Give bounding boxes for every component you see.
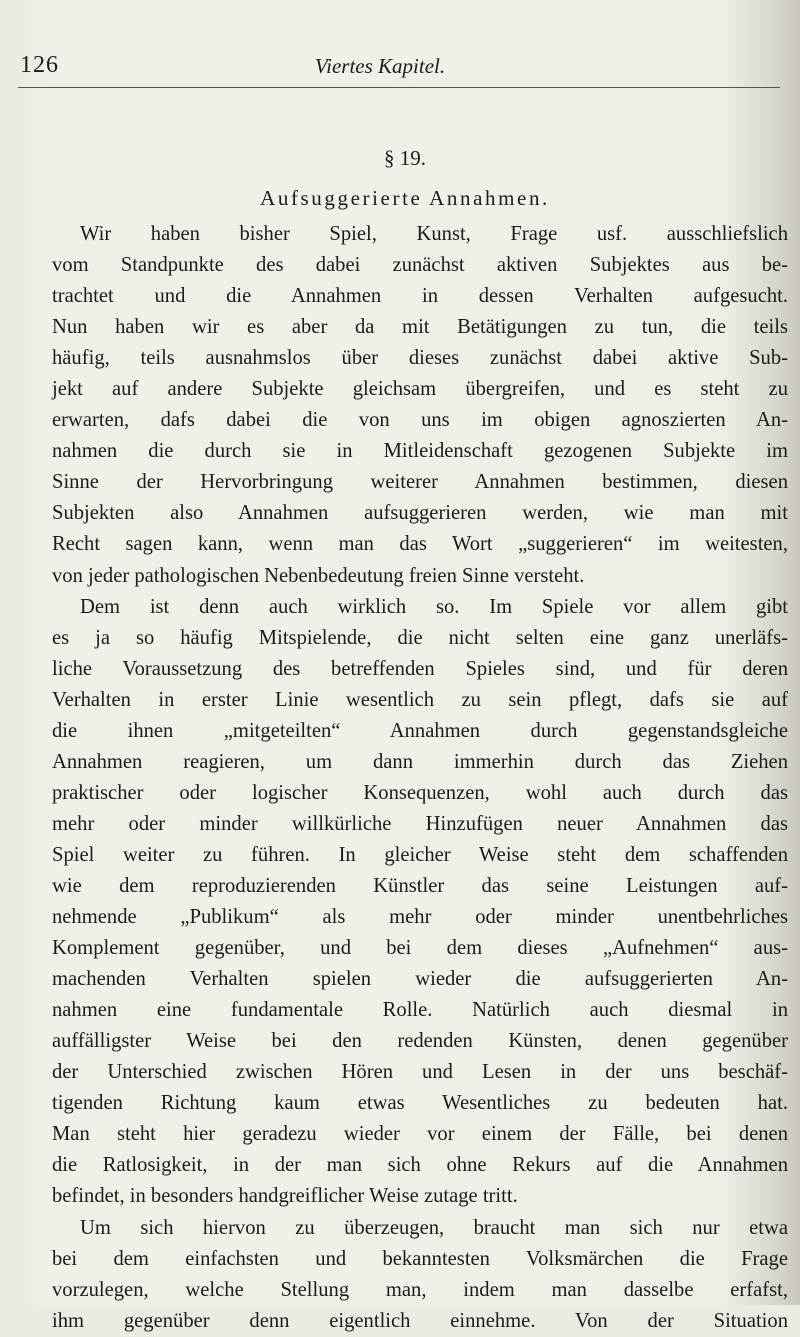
text-line: erwarten, dafs dabei die von uns im obigen agnoszierten An-	[52, 409, 788, 432]
text-line: die ihnen „mitgeteilten“ Annahmen durch gegenstandsgleiche	[52, 719, 788, 742]
text-line: ihm gegenüber denn eigentlich einnehme. Von der Situation	[52, 1309, 788, 1332]
text-line: auffälligster Weise bei den redenden Künsten, denen gegenüber	[52, 1030, 788, 1053]
text-line: vom Standpunkte des dabei zunächst aktiven Subjektes aus be-	[52, 254, 788, 277]
text-line: machenden Verhalten spielen wieder die aufsuggerierten An-	[52, 968, 788, 991]
text-line: Dem ist denn auch wirklich so. Im Spiele vor allem gibt	[80, 595, 788, 618]
text-line: Recht sagen kann, wenn man das Wort „suggerieren“ im weitesten,	[52, 533, 788, 556]
text-line: befindet, in besonders handgreiflicher Weise zutage tritt.	[52, 1185, 518, 1208]
text-line: Annahmen reagieren, um dann immerhin durch das Ziehen	[52, 750, 788, 773]
page-number: 126	[20, 52, 59, 78]
text-line: Man steht hier geradezu wieder vor einem der Fälle, bei denen	[52, 1123, 788, 1146]
text-line: nehmende „Publikum“ als mehr oder minder unentbehrliches	[52, 906, 788, 929]
text-line: es ja so häufig Mitspielende, die nicht selten eine ganz unerläfs-	[52, 626, 788, 649]
text-line: vorzulegen, welche Stellung man, indem man dasselbe erfafst,	[52, 1278, 788, 1301]
text-line: Subjekten also Annahmen aufsuggerieren werden, wie man mit	[52, 502, 788, 525]
text-line: wie dem reproduzierenden Künstler das seine Leistungen auf-	[52, 874, 788, 897]
section-title: Aufsuggerierte Annahmen.	[260, 186, 550, 210]
header-rule	[18, 87, 780, 88]
text-line: häufig, teils ausnahmslos über dieses zunächst dabei aktive Sub-	[52, 347, 788, 370]
text-line: der Unterschied zwischen Hören und Lesen in der uns beschäf-	[52, 1061, 788, 1084]
text-line: jekt auf andere Subjekte gleichsam übergreifen, und es steht zu	[52, 378, 788, 401]
text-line: nahmen die durch sie in Mitleidenschaft gezogenen Subjekte im	[52, 440, 788, 463]
text-line: praktischer oder logischer Konsequenzen, wohl auch durch das	[52, 781, 788, 804]
text-line: nahmen eine fundamentale Rolle. Natürlich auch diesmal in	[52, 999, 788, 1022]
section-number: § 19.	[384, 146, 426, 170]
text-line: liche Voraussetzung des betreffenden Spieles sind, und für deren	[52, 657, 788, 680]
text-line: Um sich hiervon zu überzeugen, braucht man sich nur etwa	[80, 1216, 788, 1239]
text-line: von jeder pathologischen Nebenbedeutung freien Sinne versteht.	[52, 564, 585, 587]
text-line: die Ratlosigkeit, in der man sich ohne Rekurs auf die Annahmen	[52, 1154, 788, 1177]
text-line: Wir haben bisher Spiel, Kunst, Frage usf. ausschliefslich	[80, 223, 788, 245]
body-text	[52, 219, 788, 1337]
text-line: mehr oder minder willkürliche Hinzufügen neuer Annahmen das	[52, 812, 788, 835]
text-line: Spiel weiter zu führen. In gleicher Weise steht dem schaffenden	[52, 843, 788, 866]
text-line: Sinne der Hervorbringung weiterer Annahmen bestimmen, diesen	[52, 471, 788, 494]
text-line: Nun haben wir es aber da mit Betätigungen zu tun, die teils	[52, 316, 788, 339]
text-line: Komplement gegenüber, und bei dem dieses „Aufnehmen“ aus-	[52, 937, 788, 960]
text-line: Verhalten in erster Linie wesentlich zu sein pflegt, dafs sie auf	[52, 688, 788, 711]
text-line: tigenden Richtung kaum etwas Wesentliches zu bedeuten hat.	[52, 1092, 788, 1115]
running-head: Viertes Kapitel.	[314, 54, 446, 78]
text-line: trachtet und die Annahmen in dessen Verhalten aufgesucht.	[52, 285, 788, 308]
page-header	[0, 52, 800, 86]
text-line: bei dem einfachsten und bekanntesten Volksmärchen die Frage	[52, 1247, 788, 1270]
